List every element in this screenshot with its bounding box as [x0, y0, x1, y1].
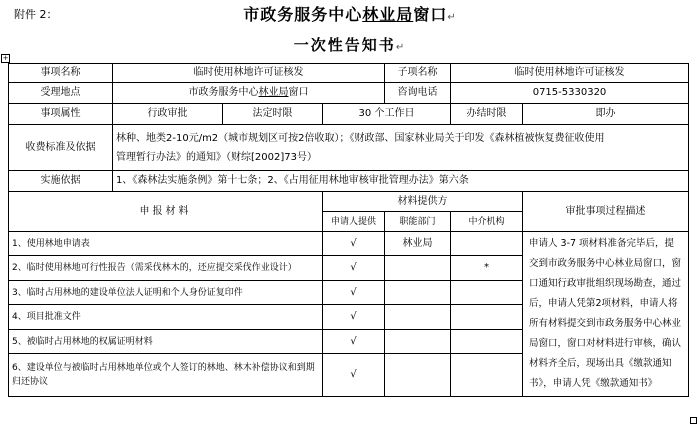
material-name: 3、临时占用林地的建设单位法人证明和个人身份证复印件	[9, 280, 323, 304]
material-agency	[451, 232, 523, 256]
material-dept	[385, 329, 451, 353]
location-post: 窗口	[288, 87, 309, 98]
fees-label: 收费标准及依据	[9, 125, 113, 171]
subitem-value: 临时使用林地许可证核发	[451, 64, 689, 83]
basis-label: 实施依据	[9, 171, 113, 192]
provider-col-applicant: 申请人提供	[323, 212, 385, 232]
table-row	[9, 125, 689, 171]
material-agency: *	[451, 256, 523, 280]
table-row	[9, 64, 689, 83]
attachment-label: 附件 2：	[14, 8, 58, 21]
title-post: 窗口	[413, 5, 448, 24]
material-applicant: √	[323, 256, 385, 280]
actual-time-label: 办结时限	[451, 104, 523, 125]
process-description: 申请人 3-7 项材料准备完毕后，提交到市政务服务中心林业局窗口，窗口通知行政审批组织现场勘查，通过后，申请人凭第2项材料，申请人将所有材料提交到市政务服务中心林业局窗口，窗口对材料进行审核，确认材料齐全后，现场出具《缴款通知书》，申请人凭《缴款通知书》	[523, 232, 689, 397]
subtitle-text: 一次性告知书	[293, 36, 396, 54]
legal-time-value: 30 个工作日	[323, 104, 451, 125]
paragraph-mark-icon: ↵	[447, 12, 457, 23]
material-dept	[385, 280, 451, 304]
phone-value: 0715-5330320	[451, 83, 689, 104]
table-row	[9, 232, 689, 256]
actual-time-value: 即办	[523, 104, 689, 125]
material-dept: 林业局	[385, 232, 451, 256]
material-name: 1、使用林地申请表	[9, 232, 323, 256]
material-dept	[385, 305, 451, 329]
process-header: 审批事项过程描述	[523, 192, 689, 232]
table-row	[9, 192, 689, 212]
material-agency	[451, 354, 523, 397]
table-row	[9, 104, 689, 125]
paragraph-mark-icon: ↵	[395, 42, 407, 53]
fees-line-2: 管理暂行办法》的通知》（财综[2002]73号）	[116, 151, 317, 163]
material-agency	[451, 280, 523, 304]
fees-value	[113, 125, 689, 171]
notice-table	[8, 63, 689, 397]
subitem-label: 子项名称	[385, 64, 451, 83]
title-underlined: 林业局	[362, 5, 414, 24]
material-dept	[385, 256, 451, 280]
legal-time-label: 法定时限	[223, 104, 323, 125]
attr-value: 行政审批	[113, 104, 223, 125]
material-agency	[451, 305, 523, 329]
material-applicant: √	[323, 305, 385, 329]
provider-col-agency: 中介机构	[451, 212, 523, 232]
material-applicant: √	[323, 232, 385, 256]
material-applicant: √	[323, 354, 385, 397]
material-name: 4、项目批准文件	[9, 305, 323, 329]
phone-label: 咨询电话	[385, 83, 451, 104]
material-agency	[451, 329, 523, 353]
location-value	[113, 83, 385, 104]
table-move-handle-icon[interactable]: +	[2, 54, 9, 62]
item-name-value: 临时使用林地许可证核发	[113, 64, 385, 83]
provider-col-dept: 职能部门	[385, 212, 451, 232]
material-name: 5、被临时占用林地的权属证明材料	[9, 329, 323, 353]
material-name: 2、临时使用林地可行性报告（需采伐林木的，还应提交采伐作业设计）	[9, 256, 323, 280]
basis-value: 1、《森林法实施条例》第十七条；2、《占用征用林地审核审批管理办法》第六条	[113, 171, 689, 192]
title-pre: 市政务服务中心	[243, 5, 363, 24]
page-title	[0, 2, 700, 25]
provider-header: 材料提供方	[323, 192, 523, 212]
page-subtitle	[0, 34, 700, 55]
material-applicant: √	[323, 280, 385, 304]
table-resize-handle-icon[interactable]	[690, 417, 697, 424]
item-name-label: 事项名称	[9, 64, 113, 83]
attr-label: 事项属性	[9, 104, 113, 125]
fees-line-1: 林种、地类2-10元/m2（城市规划区可按2倍收取）；《财政部、国家林业局关于印发《森林植被恢复费征收使用	[116, 132, 605, 144]
material-dept	[385, 354, 451, 397]
location-pre: 市政务服务中心	[188, 87, 259, 98]
material-name: 6、建设单位与被临时占用林地单位或个人签订的林地、林木补偿协议和到期归还协议	[9, 354, 323, 397]
location-label: 受理地点	[9, 83, 113, 104]
material-applicant: √	[323, 329, 385, 353]
materials-header: 申报材料	[9, 192, 323, 232]
location-underlined: 林业局	[258, 87, 289, 98]
table-row	[9, 83, 689, 104]
table-row	[9, 171, 689, 192]
